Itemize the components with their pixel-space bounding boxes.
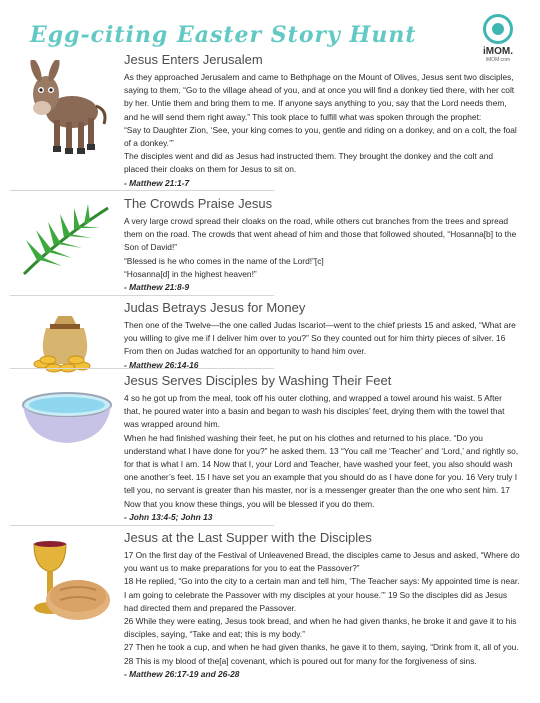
palm-branch-icon [18,200,114,285]
scripture-reference: - Matthew 26:17-19 and 26-28 [124,668,240,679]
scripture-reference: - Matthew 26:14-16 [124,359,199,370]
section-paragraph: As they approached Jerusalem and came to Bethphage on the Mount of Olives, Jesus sent two disciples, saying to them, “Go to the village ahead of you, and at once you will find a donkey tied there, with her colt by her. Untie them and bring them to me. If anyone says anything to you, say that the Lord needs them, and he will send them right away.” This took place to fulfill what was spoken through the prophet: [124,72,515,122]
section-paragraph: 28 This is my blood of the[a] covenant, which is poured out for many for the forgiveness of sins. [124,655,477,666]
logo-name: iMOM. [483,46,513,57]
section-paragraph: 18 He replied, “Go into the city to a certain man and tell him, ‘The Teacher says: My appointed time is near. I am going to celebrate the Passover with my disciples at your house.’” 19 So the disciples did as Jesus had directed them and prepared the Passover. [124,576,520,613]
section-heading: Jesus Enters Jerusalem [124,52,263,67]
scripture-reference: - Matthew 21:1-7 [124,177,190,188]
chalice-bread-icon [20,538,116,629]
section-paragraph: 27 Then he took a cup, and when he had given thanks, he gave it to them, saying, “Drink from it, all of you. [124,642,519,653]
section-heading: Jesus Serves Disciples by Washing Their Feet [124,373,392,388]
scripture-reference: - John 13:4-5; John 13 [124,511,213,522]
logo-url: iMOM.com [485,57,511,63]
section-paragraph: “Blessed is he who comes in the name of the Lord!”[c] [124,255,324,266]
section-paragraph: A very large crowd spread their cloaks on the road, while others cut branches from the trees and spread them on the road. The crowds that went ahead of him and those that followed shouted, “Hosanna[b] to the Son of David!” [124,216,517,253]
page-title: Egg-citing Easter Story Hunt [30,22,417,48]
section-divider [10,368,274,369]
section-paragraph: “Hosanna[d] in the highest heaven!” [124,268,257,279]
section-paragraph: 26 While they were eating, Jesus took bread, and when he had given thanks, he broke it and gave it to his disciples, saying, “Take and eat; this is my body.” [124,616,517,640]
section-divider [10,525,274,526]
section-divider [10,190,274,191]
water-basin-icon [20,389,114,454]
section-heading: Jesus at the Last Supper with the Disciples [124,530,372,545]
scripture-reference: - Matthew 21:8-9 [124,282,190,293]
section-divider [10,295,274,296]
section-paragraph: 17 On the first day of the Festival of Unleavened Bread, the disciples came to Jesus and asked, “Where do you want us to make preparations for you to eat the Passover?” [124,550,520,574]
section-paragraph: Then one of the Twelve—the one called Judas Iscariot—went to the chief priests 15 and asked, “What are you willing to give me if I deliver him over to you?” So they counted out for him thirty pieces of silver. 16 From then on Judas watched for an opportunity to hand him over. [124,320,516,357]
section-heading: The Crowds Praise Jesus [124,196,273,211]
section-paragraph: The disciples went and did as Jesus had instructed them. They brought the donkey and the colt and placed their cloaks on them for Jesus to sit on. [124,151,494,175]
section-paragraph: 4 so he got up from the meal, took off his outer clothing, and wrapped a towel around his waist. 5 After that, he poured water into a basin and began to wash his disciples’ feet, drying them with the towel that was wrapped around him. [124,393,505,430]
section-paragraph: When he had finished washing their feet, he put on his clothes and returned to his place. “Do you understand what I have done for you?” he asked them. 13 “You call me ‘Teacher’ and ‘Lord,’ and rightly so, for that is what I am. 14 Now that I, your Lord and Teacher, have washed your feet, you also should wash one another’s feet. 15 I have set you an example that you should do as I have done for you. 16 Very truly I tell you, no servant is greater than his master, nor is a messenger greater than the one who sent him. 17 Now that you know these things, you will be blessed if you do them. [124,432,519,509]
section-paragraph: “Say to Daughter Zion, ‘See, your king comes to you, gentle and riding on a donkey, and on a colt, the foal of a donkey.’” [124,124,517,149]
imom-logo-icon [483,14,513,44]
section-heading: Judas Betrays Jesus for Money [124,300,306,315]
donkey-icon [20,60,112,165]
